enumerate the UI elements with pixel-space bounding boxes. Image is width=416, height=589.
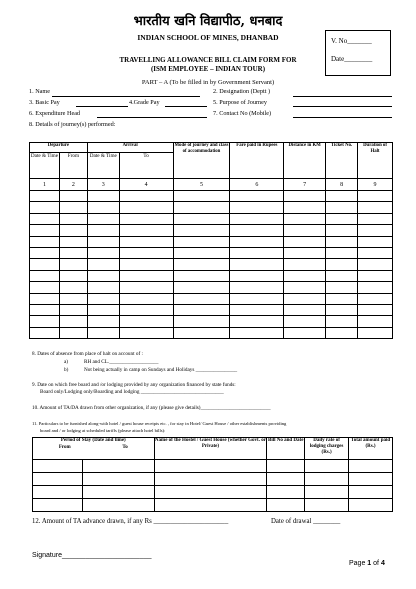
journey-cell[interactable]	[173, 327, 230, 338]
drawal-date-label: Date of drawal ________	[271, 518, 341, 525]
journey-cell[interactable]	[230, 304, 284, 315]
hotel-cell[interactable]	[267, 473, 305, 486]
journey-cell[interactable]	[119, 282, 173, 293]
journey-cell[interactable]	[326, 270, 358, 281]
journey-cell[interactable]	[30, 259, 60, 270]
journey-cell[interactable]	[59, 282, 87, 293]
hotel-cell[interactable]	[305, 486, 349, 499]
journey-cell[interactable]	[284, 293, 326, 304]
page-current: 1	[367, 560, 372, 567]
journey-cell[interactable]	[30, 202, 60, 213]
journey-cell[interactable]	[87, 327, 119, 338]
journey-cell[interactable]	[358, 225, 393, 236]
journey-row	[30, 213, 393, 224]
journey-cell[interactable]	[30, 236, 60, 247]
bill-header: Bill No and Date	[267, 438, 305, 460]
page-of: of	[371, 560, 381, 567]
journey-cell[interactable]	[59, 316, 87, 327]
journey-cell[interactable]	[30, 270, 60, 281]
journey-cell[interactable]	[326, 191, 358, 202]
journey-cell[interactable]	[87, 225, 119, 236]
journey-cell[interactable]	[284, 191, 326, 202]
hotel-cell[interactable]	[154, 499, 267, 512]
journey-row	[30, 202, 393, 213]
journey-cell[interactable]	[230, 316, 284, 327]
journey-cell[interactable]	[30, 327, 60, 338]
journey-cell[interactable]	[230, 225, 284, 236]
journey-cell[interactable]	[87, 213, 119, 224]
item8b-text: Not being actually in camp on Sundays and Holidays ________________	[84, 367, 238, 373]
expenditure-head-label: 6. Expenditure Head	[29, 110, 81, 117]
journey-cell[interactable]	[119, 316, 173, 327]
journey-cell[interactable]	[326, 236, 358, 247]
hotel-cell[interactable]	[349, 460, 393, 473]
designation-field[interactable]	[293, 96, 392, 97]
hotel-cell[interactable]	[82, 473, 154, 486]
hotel-cell[interactable]	[33, 486, 83, 499]
journey-cell[interactable]	[119, 247, 173, 258]
journey-cell[interactable]	[119, 213, 173, 224]
col-number: 4	[119, 179, 173, 191]
journey-cell[interactable]	[87, 304, 119, 315]
arrival-header: Arrival	[87, 143, 173, 153]
hotel-cell[interactable]	[305, 499, 349, 512]
col-number: 1	[30, 179, 60, 191]
journey-cell[interactable]	[87, 270, 119, 281]
journey-cell[interactable]	[59, 304, 87, 315]
journey-cell[interactable]	[358, 213, 393, 224]
journey-cell[interactable]	[284, 259, 326, 270]
hotel-cell[interactable]	[305, 473, 349, 486]
col-number: 7	[284, 179, 326, 191]
item10: 10. Amount of TA/DA drawn from other organization, if any (please give details)___________________________	[32, 405, 271, 411]
journey-cell[interactable]	[326, 213, 358, 224]
period-header	[33, 438, 155, 460]
journey-cell[interactable]	[284, 247, 326, 258]
journey-cell[interactable]	[358, 270, 393, 281]
to-subheader: To	[122, 444, 128, 450]
journey-cell[interactable]	[87, 191, 119, 202]
journey-cell[interactable]	[173, 202, 230, 213]
journey-cell[interactable]	[119, 202, 173, 213]
name-field[interactable]	[52, 96, 200, 97]
journey-cell[interactable]	[358, 191, 393, 202]
journey-cell[interactable]	[230, 236, 284, 247]
page-total: 4	[380, 560, 385, 567]
item8a-label: a)	[64, 359, 69, 365]
journey-cell[interactable]	[326, 327, 358, 338]
journey-cell[interactable]	[119, 270, 173, 281]
journey-cell[interactable]	[284, 202, 326, 213]
hotel-table	[32, 437, 393, 512]
grade-pay-label: 4.Grade Pay	[129, 99, 160, 106]
distance-header: Distance in KM	[284, 143, 326, 179]
purpose-field[interactable]	[293, 106, 392, 107]
journey-cell[interactable]	[230, 293, 284, 304]
journey-cell[interactable]	[87, 236, 119, 247]
journey-cell[interactable]	[173, 282, 230, 293]
journey-cell[interactable]	[59, 259, 87, 270]
hotel-cell[interactable]	[267, 460, 305, 473]
journey-cell[interactable]	[30, 225, 60, 236]
journey-row	[30, 259, 393, 270]
grade-pay-field[interactable]	[165, 106, 207, 107]
journey-cell[interactable]	[326, 304, 358, 315]
hotel-cell[interactable]	[154, 486, 267, 499]
journey-row	[30, 282, 393, 293]
fare-header: Fare paid in Rupees	[230, 143, 284, 179]
journey-cell[interactable]	[326, 202, 358, 213]
hotel-cell[interactable]	[82, 460, 154, 473]
journey-cell[interactable]	[87, 247, 119, 258]
part-a-heading: PART – A (To be filled in by Government Servant)	[141, 79, 275, 86]
hotel-row	[33, 499, 393, 512]
item11-line1: 11. Particulars to be furnished along-with hotel / guest house receipts etc. , for stay in Hotel/ Guest House / other establishments providing	[32, 421, 287, 426]
journey-cell[interactable]	[230, 213, 284, 224]
journey-cell[interactable]	[173, 304, 230, 315]
form-subtitle: (ISM EMPLOYEE – INDIAN TOUR)	[150, 65, 266, 73]
journey-cell[interactable]	[119, 327, 173, 338]
journey-cell[interactable]	[30, 191, 60, 202]
journey-cell[interactable]	[30, 316, 60, 327]
journey-cell[interactable]	[119, 259, 173, 270]
dep-from-subheader: From	[59, 153, 87, 179]
name-label: 1. Name	[29, 88, 50, 95]
hotel-name-header: Name of the Hostel / Guest House (whether Govt. or Private)	[154, 438, 267, 460]
hotel-row	[33, 473, 393, 486]
journey-cell[interactable]	[230, 327, 284, 338]
item8-main: 8. Dates of absence from place of halt on account of :	[32, 351, 143, 357]
journey-cell[interactable]	[59, 247, 87, 258]
journey-row	[30, 316, 393, 327]
voucher-no-label: V. No_______	[331, 37, 372, 45]
journey-cell[interactable]	[59, 236, 87, 247]
journey-cell[interactable]	[358, 282, 393, 293]
col-number: 9	[358, 179, 393, 191]
journey-cell[interactable]	[119, 236, 173, 247]
journey-cell[interactable]	[230, 247, 284, 258]
hotel-cell[interactable]	[267, 499, 305, 512]
form-title: TRAVELLING ALLOWANCE BILL CLAIM FORM FOR	[119, 56, 297, 64]
journey-cell[interactable]	[173, 213, 230, 224]
hotel-cell[interactable]	[305, 460, 349, 473]
journey-cell[interactable]	[173, 247, 230, 258]
journey-row	[30, 293, 393, 304]
journey-cell[interactable]	[358, 316, 393, 327]
journey-cell[interactable]	[173, 236, 230, 247]
journey-cell[interactable]	[59, 191, 87, 202]
hotel-cell[interactable]	[349, 473, 393, 486]
journey-cell[interactable]	[30, 304, 60, 315]
hotel-cell[interactable]	[349, 486, 393, 499]
page-indicator	[349, 560, 385, 567]
journey-cell[interactable]	[284, 304, 326, 315]
item8b-label: b)	[64, 367, 69, 373]
hotel-row	[33, 486, 393, 499]
journey-cell[interactable]	[59, 293, 87, 304]
arr-to-subheader: To	[119, 153, 173, 179]
item8a-text: RH and CL.___________________	[84, 359, 159, 365]
col-number: 6	[230, 179, 284, 191]
voucher-box	[325, 30, 391, 76]
rate-header: Daily rate of lodging charges (Rs.)	[305, 438, 349, 460]
journey-cell[interactable]	[59, 213, 87, 224]
journey-cell[interactable]	[30, 213, 60, 224]
journey-cell[interactable]	[59, 202, 87, 213]
journey-cell[interactable]	[326, 316, 358, 327]
journey-cell[interactable]	[358, 202, 393, 213]
journey-cell[interactable]	[284, 282, 326, 293]
item9-line1: 9. Date on which free board and /or lodging provided by any organization financed by state funds:	[32, 382, 236, 388]
journey-cell[interactable]	[87, 316, 119, 327]
journey-cell[interactable]	[87, 282, 119, 293]
departure-header: Departure	[30, 143, 88, 153]
total-header: Total amount paid (Rs.)	[349, 438, 393, 460]
journey-cell[interactable]	[358, 293, 393, 304]
journey-cell[interactable]	[284, 327, 326, 338]
basic-pay-field[interactable]	[76, 106, 128, 107]
journey-table	[29, 142, 393, 339]
journey-cell[interactable]	[230, 270, 284, 281]
hotel-row	[33, 460, 393, 473]
journey-cell[interactable]	[358, 259, 393, 270]
ticket-header: Ticket No.	[326, 143, 358, 179]
journey-cell[interactable]	[87, 293, 119, 304]
journey-row	[30, 225, 393, 236]
journey-cell[interactable]	[230, 259, 284, 270]
dep-date-subheader: Date & Time	[30, 153, 60, 179]
journey-cell[interactable]	[284, 225, 326, 236]
journey-cell[interactable]	[358, 247, 393, 258]
hotel-cell[interactable]	[33, 460, 83, 473]
signature-line: Signature_______________________	[32, 552, 152, 559]
journey-cell[interactable]	[326, 282, 358, 293]
journey-cell[interactable]	[119, 191, 173, 202]
journey-cell[interactable]	[230, 282, 284, 293]
purpose-label: 5. Purpose of Journey	[213, 99, 267, 106]
col-number: 3	[87, 179, 119, 191]
col-number: 8	[326, 179, 358, 191]
journey-row	[30, 304, 393, 315]
hotel-cell[interactable]	[154, 473, 267, 486]
period-header-text: Period of Stay (Date and time)	[60, 438, 126, 443]
journey-cell[interactable]	[358, 304, 393, 315]
journey-cell[interactable]	[326, 293, 358, 304]
journey-cell[interactable]	[284, 213, 326, 224]
journey-cell[interactable]	[173, 316, 230, 327]
journey-row	[30, 191, 393, 202]
journey-cell[interactable]	[284, 270, 326, 281]
page-label: Page	[349, 560, 368, 567]
from-subheader: From	[58, 444, 71, 450]
col-number: 2	[59, 179, 87, 191]
journey-cell[interactable]	[230, 202, 284, 213]
journey-cell[interactable]	[173, 191, 230, 202]
item11-line2: board and / or lodging at scheduled tariffs (please attach hotel bills):	[40, 428, 166, 433]
journey-details-label: 8. Details of journey(s) performed:	[29, 121, 116, 128]
journey-row	[30, 236, 393, 247]
journey-cell[interactable]	[358, 327, 393, 338]
ta-advance-label: 12. Amount of TA advance drawn, if any Rs ______________________	[32, 518, 229, 525]
journey-cell[interactable]	[326, 247, 358, 258]
voucher-date-label: Date________	[331, 55, 373, 63]
journey-cell[interactable]	[59, 225, 87, 236]
journey-cell[interactable]	[358, 236, 393, 247]
journey-cell[interactable]	[30, 293, 60, 304]
journey-cell[interactable]	[326, 225, 358, 236]
basic-pay-label: 3. Basic Pay	[29, 99, 60, 106]
hotel-cell[interactable]	[154, 460, 267, 473]
hotel-cell[interactable]	[82, 499, 154, 512]
contact-label: 7. Contact No (Mobile)	[213, 110, 272, 117]
journey-cell[interactable]	[30, 282, 60, 293]
journey-cell[interactable]	[30, 247, 60, 258]
designation-label: 2. Designation (Deptt )	[213, 88, 271, 95]
journey-cell[interactable]	[284, 316, 326, 327]
contact-field[interactable]	[293, 117, 392, 118]
expenditure-head-field[interactable]	[97, 117, 207, 118]
col-number: 5	[173, 179, 230, 191]
journey-row	[30, 270, 393, 281]
hotel-cell[interactable]	[349, 499, 393, 512]
journey-cell[interactable]	[59, 270, 87, 281]
item9-line2: Board only/Lodging only/Boarding and lodging ________________________________	[40, 389, 224, 395]
institute-hindi-name: भारतीय खनि विद्यापीठ, धनबाद	[133, 14, 283, 29]
journey-cell[interactable]	[119, 304, 173, 315]
journey-row	[30, 247, 393, 258]
journey-row	[30, 327, 393, 338]
journey-cell[interactable]	[173, 259, 230, 270]
arr-date-subheader: Date & Time	[87, 153, 119, 179]
journey-cell[interactable]	[173, 225, 230, 236]
journey-cell[interactable]	[119, 225, 173, 236]
institute-name: INDIAN SCHOOL OF MINES, DHANBAD	[137, 33, 279, 42]
journey-cell[interactable]	[59, 327, 87, 338]
journey-cell[interactable]	[284, 236, 326, 247]
journey-cell[interactable]	[173, 270, 230, 281]
hotel-cell[interactable]	[33, 499, 83, 512]
halt-header: Duration of Halt	[358, 143, 393, 179]
journey-cell[interactable]	[173, 293, 230, 304]
hotel-cell[interactable]	[33, 473, 83, 486]
hotel-cell[interactable]	[267, 486, 305, 499]
mode-header: Mode of journey and class of accommodation	[173, 143, 230, 179]
journey-cell[interactable]	[87, 259, 119, 270]
journey-cell[interactable]	[230, 191, 284, 202]
journey-cell[interactable]	[326, 259, 358, 270]
hotel-cell[interactable]	[82, 486, 154, 499]
journey-cell[interactable]	[87, 202, 119, 213]
journey-cell[interactable]	[119, 293, 173, 304]
